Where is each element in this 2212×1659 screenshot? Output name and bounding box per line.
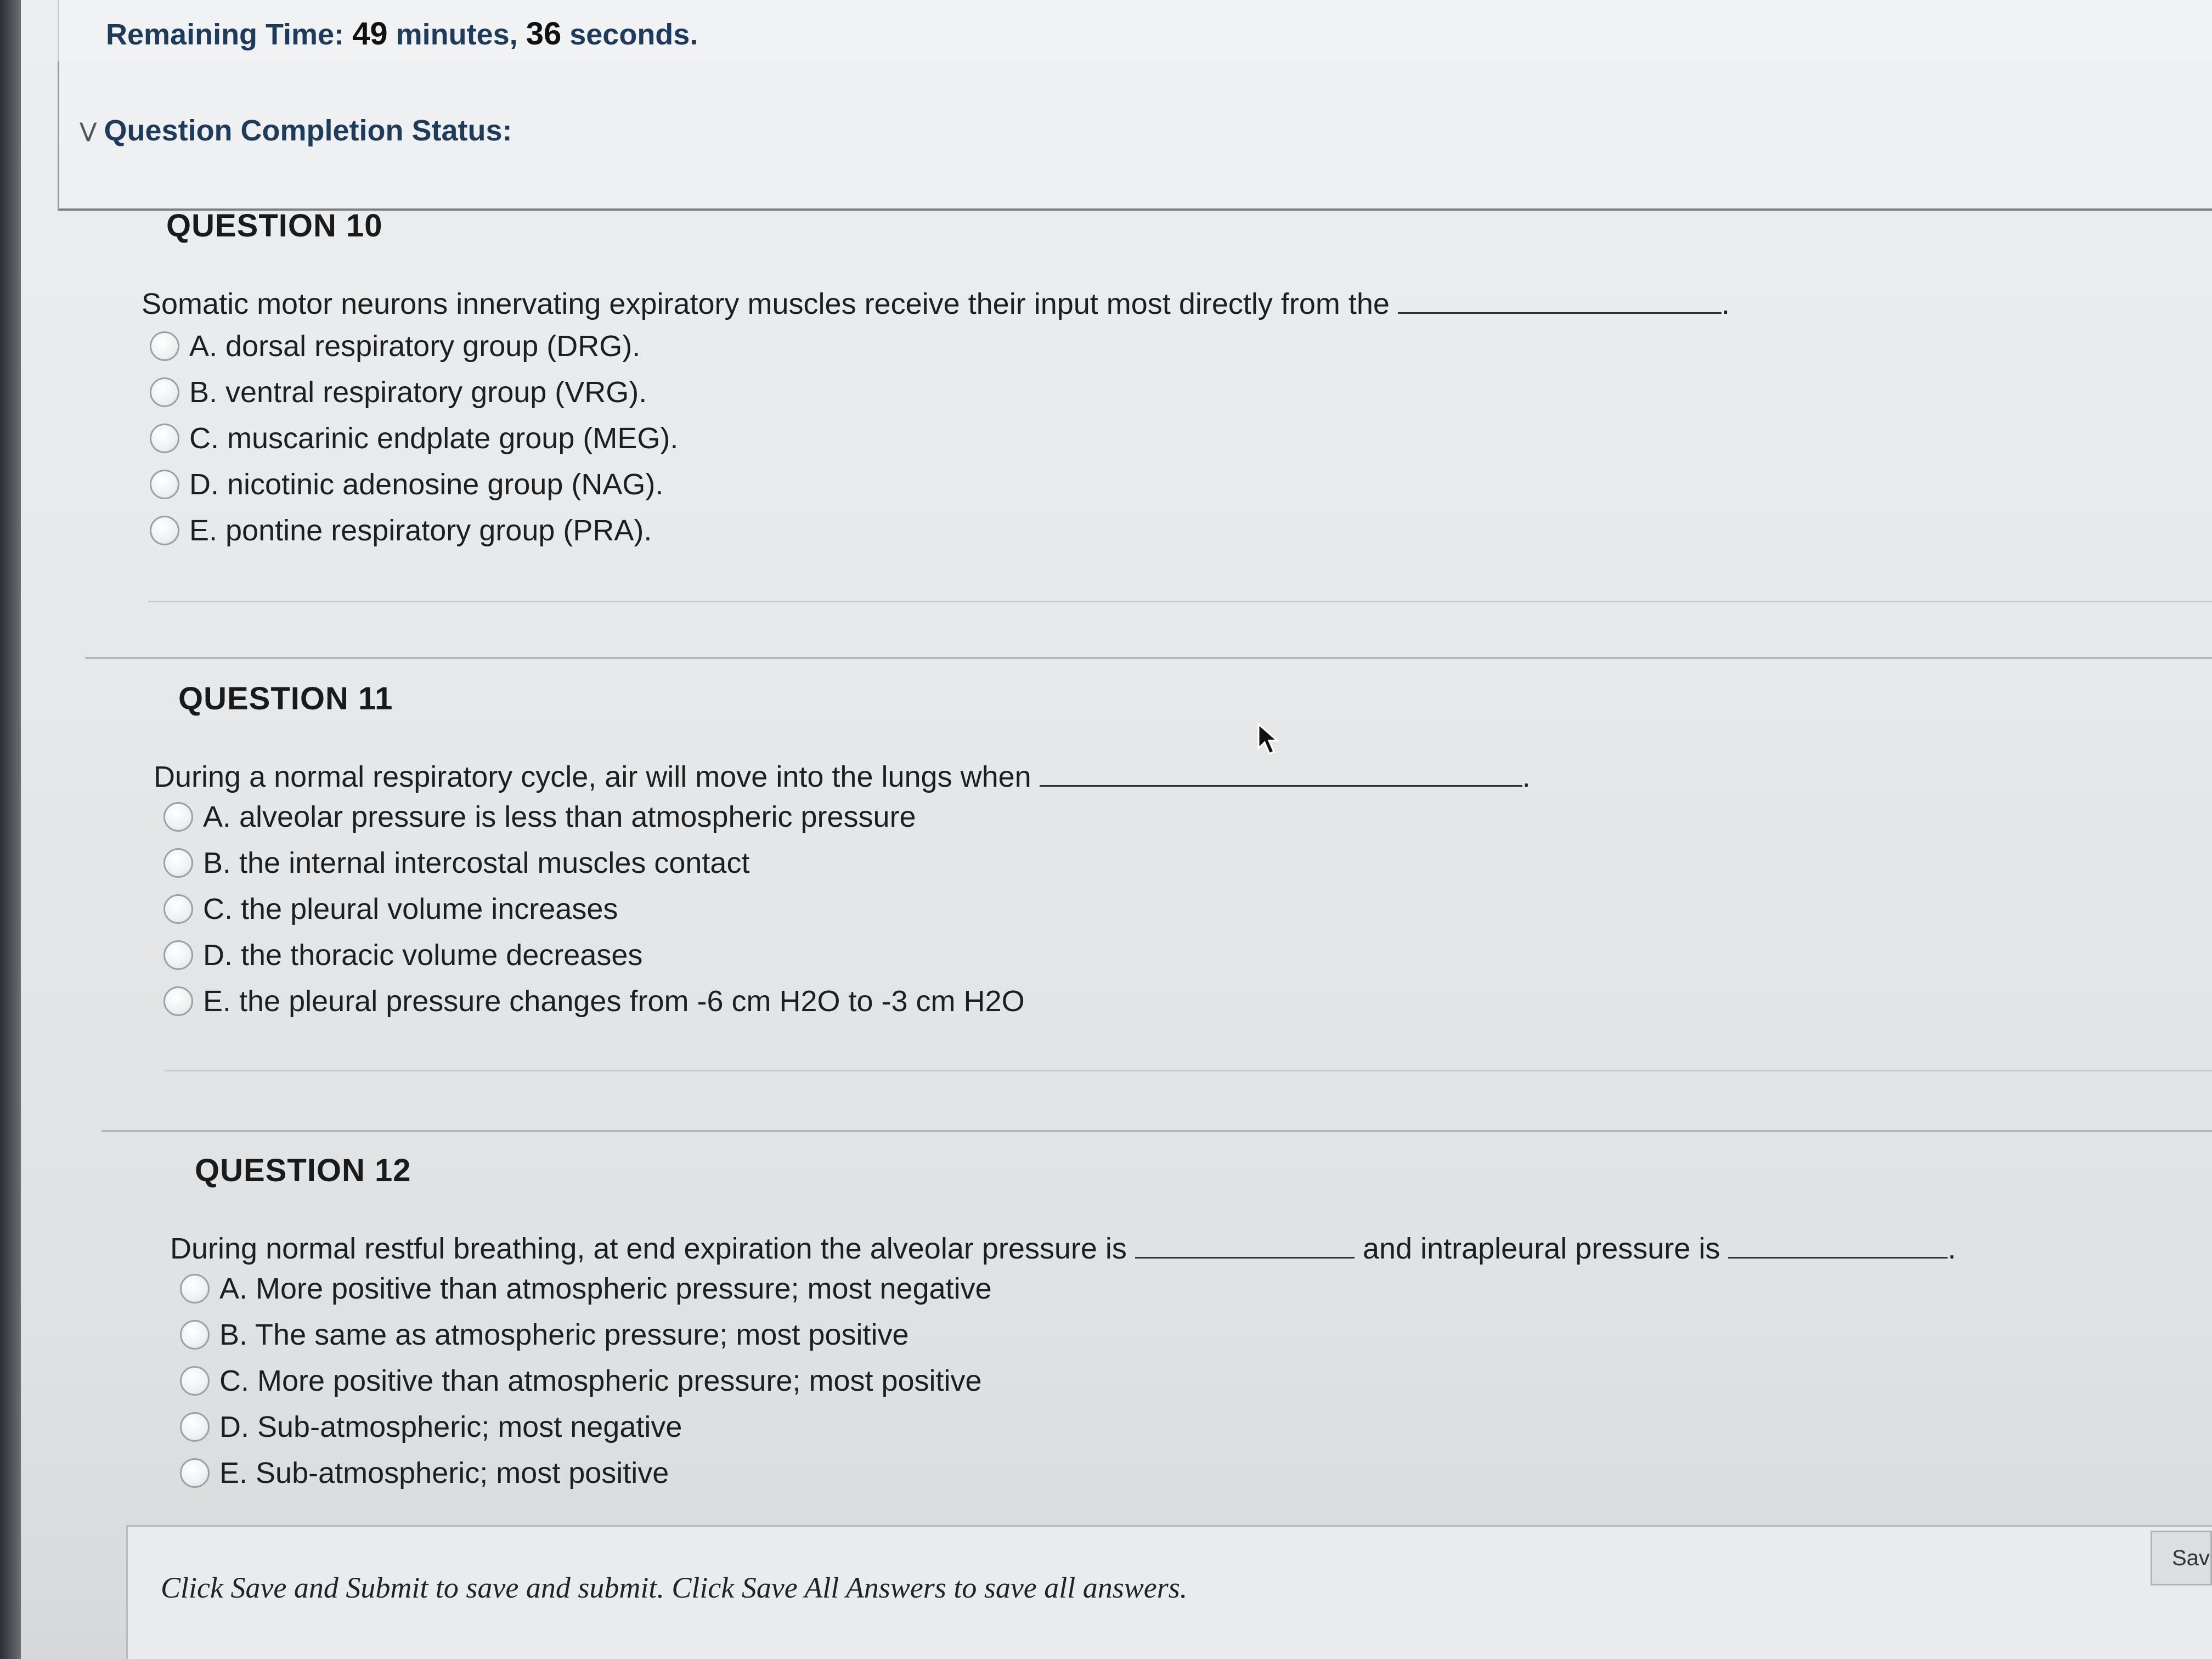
stem-end: .	[1721, 287, 1730, 320]
option-label: C. More positive than atmospheric pressure; most positive	[219, 1364, 982, 1397]
option-e[interactable]	[163, 978, 1531, 1024]
radio-button[interactable]	[150, 377, 179, 407]
radio-button[interactable]	[163, 894, 193, 924]
question-stem-text: During a normal respiratory cycle, air will move into the lungs when	[154, 760, 1031, 793]
answer-blank	[1135, 1257, 1355, 1259]
submit-instructions: Click Save and Submit to save and submit. Click Save All Answers to save all answers.	[161, 1571, 1188, 1604]
options-list	[163, 794, 1531, 1024]
options-list	[180, 1266, 1956, 1496]
option-c[interactable]	[180, 1358, 1956, 1404]
question-11	[154, 680, 1531, 1024]
answer-blank	[1040, 785, 1522, 787]
answer-blank	[1398, 312, 1722, 314]
radio-button[interactable]	[180, 1458, 210, 1488]
option-b[interactable]	[150, 369, 1730, 415]
radio-button[interactable]	[180, 1366, 210, 1396]
question-10	[142, 207, 1730, 554]
completion-status-toggle[interactable]	[80, 114, 512, 148]
question-stem	[154, 760, 1531, 794]
option-label: D. nicotinic adenosine group (NAG).	[189, 468, 664, 501]
option-b[interactable]	[163, 840, 1531, 886]
option-c[interactable]	[163, 886, 1531, 932]
option-c[interactable]	[150, 415, 1730, 461]
option-label: A. More positive than atmospheric pressure; most negative	[219, 1272, 992, 1305]
option-label: D. Sub-atmospheric; most negative	[219, 1410, 682, 1443]
timer-seconds-word: seconds.	[569, 18, 698, 51]
option-d[interactable]	[163, 932, 1531, 978]
radio-button[interactable]	[150, 424, 179, 453]
question-12	[170, 1152, 1956, 1496]
divider	[101, 1130, 2212, 1132]
radio-button[interactable]	[163, 986, 193, 1016]
option-label: E. pontine respiratory group (PRA).	[189, 514, 652, 547]
option-label: D. the thoracic volume decreases	[203, 939, 643, 972]
stem-end: .	[1948, 1232, 1956, 1265]
monitor-bezel	[0, 0, 21, 1659]
option-b[interactable]	[180, 1312, 1956, 1358]
radio-button[interactable]	[163, 802, 193, 832]
timer-bar	[58, 0, 2212, 63]
radio-button[interactable]	[150, 516, 179, 545]
question-title: QUESTION 12	[195, 1153, 411, 1188]
option-e[interactable]	[180, 1450, 1956, 1496]
timer-label: Remaining Time:	[106, 18, 345, 51]
divider	[165, 1070, 2212, 1071]
radio-button[interactable]	[180, 1320, 210, 1350]
option-label: C. muscarinic endplate group (MEG).	[189, 422, 679, 455]
options-list	[150, 323, 1730, 554]
remaining-time	[106, 15, 698, 52]
question-stem-text: Somatic motor neurons innervating expiratory muscles receive their input most directly from the	[142, 287, 1390, 320]
question-title: QUESTION 10	[166, 208, 383, 244]
option-label: E. the pleural pressure changes from -6 cm H2O to -3 cm H2O	[203, 985, 1025, 1018]
question-title: QUESTION 11	[178, 681, 393, 716]
radio-button[interactable]	[163, 848, 193, 878]
chevron-down-icon: ⋁	[80, 119, 97, 142]
timer-seconds: 36	[526, 16, 562, 52]
question-stem-text: During normal restful breathing, at end expiration the alveolar pressure is	[170, 1232, 1127, 1265]
submit-panel	[126, 1525, 2212, 1659]
option-d[interactable]	[150, 461, 1730, 507]
radio-button[interactable]	[180, 1412, 210, 1442]
mouse-cursor-icon	[1257, 723, 1279, 756]
option-e[interactable]	[150, 507, 1730, 554]
radio-button[interactable]	[180, 1274, 210, 1304]
radio-button[interactable]	[163, 940, 193, 970]
option-label: A. dorsal respiratory group (DRG).	[189, 330, 641, 363]
divider	[148, 601, 2212, 602]
completion-status-label: Question Completion Status:	[104, 114, 512, 147]
option-label: C. the pleural volume increases	[203, 893, 618, 926]
option-a[interactable]	[163, 794, 1531, 840]
radio-button[interactable]	[150, 331, 179, 361]
question-stem	[170, 1232, 1956, 1266]
option-a[interactable]	[150, 323, 1730, 369]
option-label: B. the internal intercostal muscles contact	[203, 847, 750, 879]
timer-minutes: 49	[352, 16, 388, 52]
option-label: E. Sub-atmospheric; most positive	[219, 1457, 669, 1489]
option-d[interactable]	[180, 1404, 1956, 1450]
option-label: B. ventral respiratory group (VRG).	[189, 376, 647, 409]
question-stem	[142, 287, 1730, 321]
answer-blank	[1728, 1257, 1948, 1259]
timer-minutes-word: minutes,	[396, 18, 518, 51]
option-label: B. The same as atmospheric pressure; most positive	[219, 1318, 909, 1351]
option-label: A. alveolar pressure is less than atmospheric pressure	[203, 800, 916, 833]
stem-end: .	[1522, 760, 1531, 793]
divider	[85, 657, 2212, 659]
option-a[interactable]	[180, 1266, 1956, 1312]
radio-button[interactable]	[150, 470, 179, 499]
completion-status-panel	[58, 61, 2212, 211]
question-stem-mid: and intrapleural pressure is	[1362, 1232, 1720, 1265]
save-all-answers-button[interactable]: Sav	[2151, 1531, 2212, 1585]
